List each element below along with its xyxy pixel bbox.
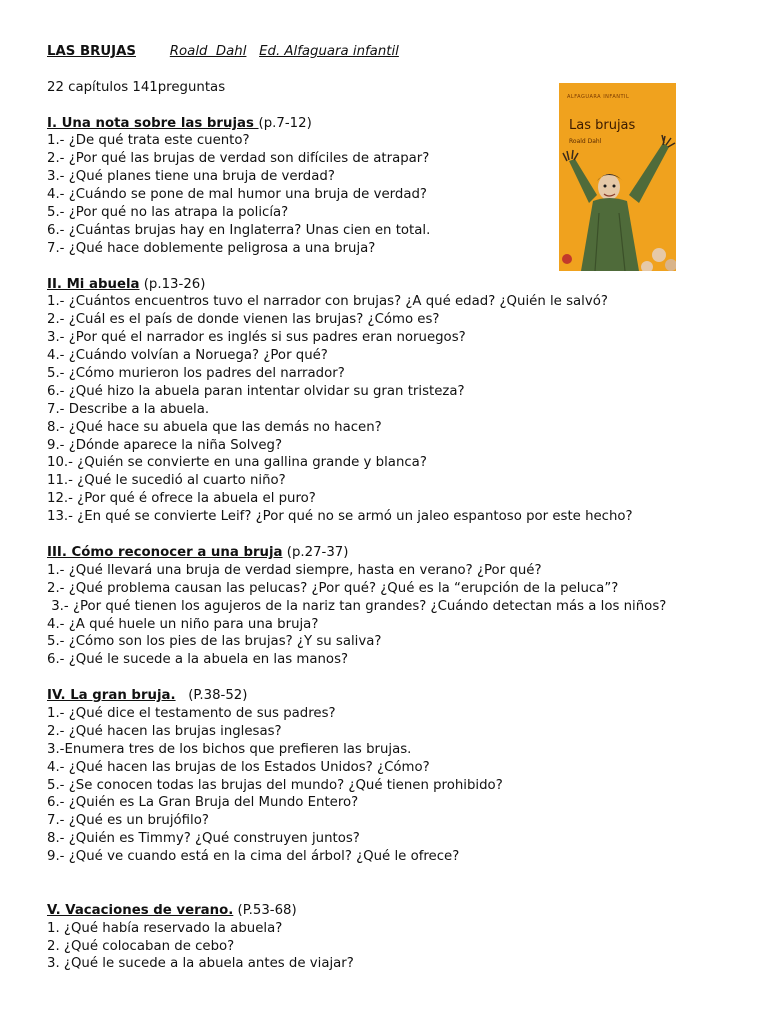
question-line: 3.-Enumera tres de los bichos que prefieren las brujas. bbox=[47, 741, 412, 757]
question-line: 2.- ¿Qué problema causan las pelucas? ¿Por qué? ¿Qué es la “erupción de la peluca”? bbox=[47, 580, 619, 596]
question-line: 1.- ¿Qué dice el testamento de sus padres? bbox=[47, 705, 336, 721]
book-publisher: Ed. Alfaguara infantil bbox=[259, 44, 399, 59]
question-line: 3.- ¿Por qué tienen los agujeros de la nariz tan grandes? ¿Cuándo detectan más a los niños? bbox=[47, 598, 667, 614]
section-pages: (p.7-12) bbox=[258, 115, 312, 131]
question-line: 5.- ¿Se conocen todas las brujas del mundo? ¿Qué tienen prohibido? bbox=[47, 777, 503, 793]
section-heading bbox=[47, 687, 747, 705]
section-pages: (p.27-37) bbox=[282, 544, 349, 560]
section-title: V. Vacaciones de verano. bbox=[47, 902, 234, 918]
question-line: 1.- ¿Cuántos encuentros tuvo el narrador con brujas? ¿A qué edad? ¿Quién le salvó? bbox=[47, 294, 608, 310]
section-heading bbox=[47, 276, 747, 294]
cover-author: Roald Dahl bbox=[569, 138, 602, 145]
question-line: 6.- ¿Qué hizo la abuela paran intentar olvidar su gran tristeza? bbox=[47, 383, 465, 399]
question-line: 2. ¿Qué colocaban de cebo? bbox=[47, 938, 235, 954]
question-line: 4.- ¿Cuándo volvían a Noruega? ¿Por qué? bbox=[47, 348, 328, 364]
document-header bbox=[47, 43, 747, 61]
section-title: II. Mi abuela bbox=[47, 276, 140, 292]
question-line: 9.- ¿Qué ve cuando está en la cima del árbol? ¿Qué le ofrece? bbox=[47, 849, 460, 865]
cover-publisher-label: ALFAGUARA INFANTIL bbox=[567, 94, 630, 100]
question-line: 9.- ¿Dónde aparece la niña Solveg? bbox=[47, 437, 283, 453]
question-line: 6.- ¿Quién es La Gran Bruja del Mundo Entero? bbox=[47, 795, 359, 811]
section-pages: (P.38-52) bbox=[175, 688, 248, 704]
section-3 bbox=[47, 544, 747, 669]
question-line: 7.- ¿Qué hace doblemente peligrosa a una bruja? bbox=[47, 240, 376, 256]
section-pages: (P.53-68) bbox=[233, 902, 297, 918]
question-line: 2.- ¿Qué hacen las brujas inglesas? bbox=[47, 723, 282, 739]
question-line: 11.- ¿Qué le sucedió al cuarto niño? bbox=[47, 473, 286, 489]
summary-line: 22 capítulos 141preguntas bbox=[47, 79, 226, 95]
question-line: 4.- ¿Qué hacen las brujas de los Estados Unidos? ¿Cómo? bbox=[47, 759, 430, 775]
question-line: 4.- ¿Cuándo se pone de mal humor una bruja de verdad? bbox=[47, 187, 427, 203]
question-line: 12.- ¿Por qué é ofrece la abuela el puro? bbox=[47, 491, 316, 507]
cover-title: Las brujas bbox=[569, 118, 636, 133]
book-cover-image bbox=[559, 83, 676, 271]
question-line: 6.- ¿Qué le sucede a la abuela en las manos? bbox=[47, 652, 349, 668]
question-line: 4.- ¿A qué huele un niño para una bruja? bbox=[47, 616, 319, 632]
section-title: I. Una nota sobre las brujas bbox=[47, 115, 259, 131]
question-line: 3. ¿Qué le sucede a la abuela antes de viajar? bbox=[47, 956, 354, 972]
question-line: 6.- ¿Cuántas brujas hay en Inglaterra? Unas cien en total. bbox=[47, 222, 431, 238]
book-author: Roald Dahl bbox=[169, 44, 247, 59]
question-line: 1.- ¿De qué trata este cuento? bbox=[47, 133, 250, 149]
question-line: 7.- ¿Qué es un brujófilo? bbox=[47, 813, 209, 829]
section-heading bbox=[47, 902, 747, 920]
section-heading bbox=[47, 544, 747, 562]
section-4 bbox=[47, 687, 747, 866]
question-line: 3.- ¿Qué planes tiene una bruja de verdad? bbox=[47, 169, 335, 185]
question-line: 5.- ¿Cómo son los pies de las brujas? ¿Y su saliva? bbox=[47, 634, 382, 650]
question-line: 13.- ¿En qué se convierte Leif? ¿Por qué no se armó un jaleo espantoso por este hecho? bbox=[47, 509, 633, 525]
question-line: 2.- ¿Cuál es el país de donde vienen las brujas? ¿Cómo es? bbox=[47, 312, 440, 328]
question-line: 8.- ¿Qué hace su abuela que las demás no hacen? bbox=[47, 419, 382, 435]
question-line: 10.- ¿Quién se convierte en una gallina grande y blanca? bbox=[47, 455, 427, 471]
book-title: LAS BRUJAS bbox=[47, 44, 136, 59]
question-line: 2.- ¿Por qué las brujas de verdad son difíciles de atrapar? bbox=[47, 151, 430, 167]
question-line: 3.- ¿Por qué el narrador es inglés si sus padres eran noruegos? bbox=[47, 330, 466, 346]
section-title: IV. La gran bruja. bbox=[47, 688, 176, 704]
section-5 bbox=[47, 902, 747, 974]
question-line: 5.- ¿Cómo murieron los padres del narrador? bbox=[47, 366, 345, 382]
witch-illustration bbox=[559, 83, 676, 271]
section-pages: (p.13-26) bbox=[139, 276, 206, 292]
question-line: 1.- ¿Qué llevará una bruja de verdad siempre, hasta en verano? ¿Por qué? bbox=[47, 562, 542, 578]
section-2 bbox=[47, 276, 747, 526]
question-line: 7.- Describe a la abuela. bbox=[47, 401, 210, 417]
section-title: III. Cómo reconocer a una bruja bbox=[47, 544, 283, 560]
question-line: 1. ¿Qué había reservado la abuela? bbox=[47, 920, 283, 936]
question-line: 5.- ¿Por qué no las atrapa la policía? bbox=[47, 205, 289, 221]
question-line: 8.- ¿Quién es Timmy? ¿Qué construyen juntos? bbox=[47, 831, 360, 847]
